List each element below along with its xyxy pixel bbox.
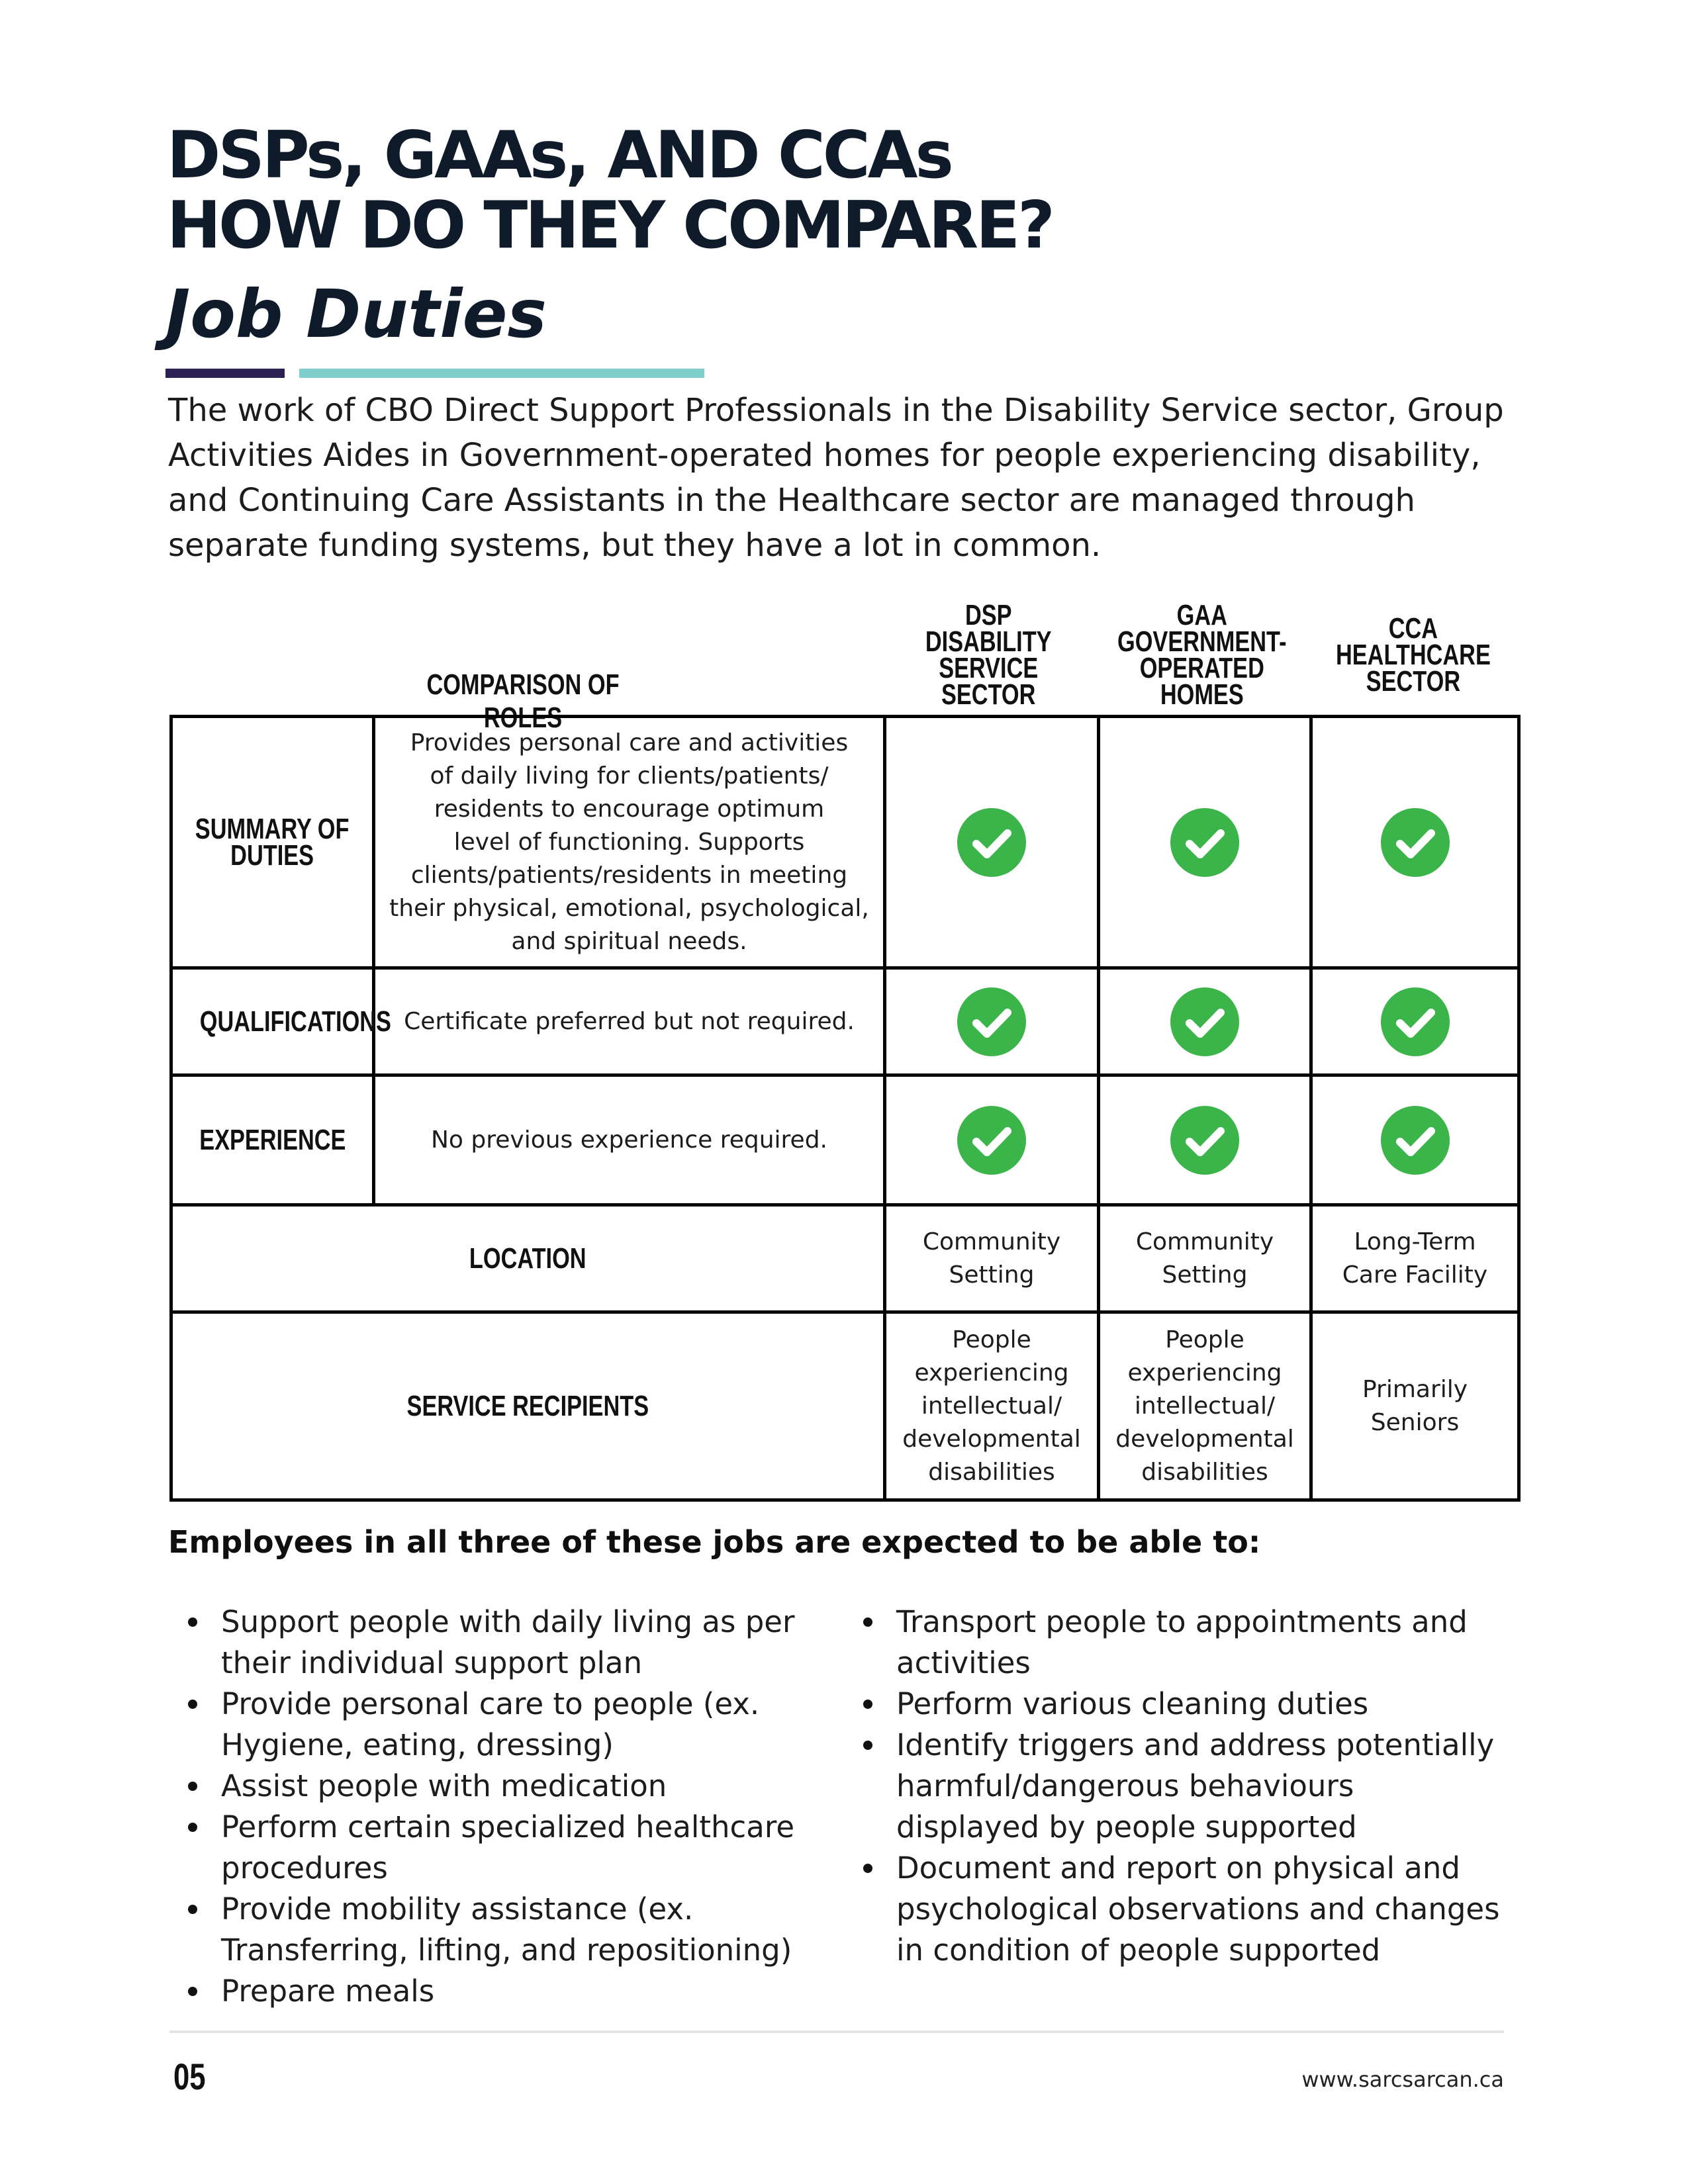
- checkmark-icon: [1170, 808, 1239, 877]
- cell-line: People: [1165, 1326, 1244, 1353]
- list-item-line: Prepare meals: [221, 1974, 435, 2009]
- comparison-of-roles-label: COMPARISON OF ROLES: [426, 668, 620, 734]
- website-link[interactable]: www.sarcsarcan.ca: [1301, 2067, 1504, 2092]
- column-header-dsp-line: SERVICE: [938, 652, 1039, 684]
- row-label-text: EXPERIENCE: [199, 1123, 346, 1156]
- row-label-experience: [171, 1075, 374, 1205]
- intro-paragraph: The work of CBO Direct Support Professionals in the Disability Service sector, Group Activities Aides in Government-operated homes for people experiencing disability, and Continuing Care Assistants in the Healthcare sector are managed through separate funding systems, but they have a lot in common.: [168, 392, 1504, 564]
- accent-bar-teal: [299, 369, 704, 378]
- table-row-service-recipients: [171, 1312, 1519, 1500]
- list-item: [845, 1725, 1517, 1848]
- recipients-dsp-cell: [885, 1312, 1099, 1500]
- page-title: [167, 120, 1053, 261]
- list-item-line: Transferring, lifting, and repositioning): [221, 1933, 792, 1968]
- row-label-text: QUALIFICATIONS: [199, 1005, 391, 1038]
- recipients-cca-cell: [1311, 1312, 1519, 1500]
- cell-line: experiencing: [914, 1359, 1069, 1387]
- cell-line: Community: [922, 1228, 1061, 1255]
- list-item: [169, 1766, 838, 1807]
- list-item: [169, 1807, 838, 1889]
- duties-list-right: [845, 1602, 1517, 1971]
- summary-line: clients/patients/residents in meeting: [410, 861, 848, 889]
- footer-divider: [169, 2030, 1504, 2033]
- list-item-line: Support people with daily living as per: [221, 1604, 795, 1639]
- list-item-line: Hygiene, eating, dressing): [221, 1727, 614, 1762]
- list-item-line: Provide mobility assistance (ex.: [221, 1891, 694, 1927]
- column-header-cca: [1309, 596, 1517, 698]
- list-item: [169, 1889, 838, 1971]
- summary-cca-cell: [1311, 717, 1519, 968]
- column-header-dsp-line: DISABILITY: [925, 625, 1052, 658]
- duties-lead: Employees in all three of these jobs are expected to be able to:: [168, 1524, 1261, 1560]
- experience-gaa-cell: [1099, 1075, 1311, 1205]
- cell-line: Primarily: [1362, 1375, 1468, 1403]
- experience-cca-cell: [1311, 1075, 1519, 1205]
- list-item-line: their individual support plan: [221, 1645, 643, 1680]
- duties-list-left: [169, 1602, 838, 2012]
- checkmark-icon: [1170, 987, 1239, 1056]
- cell-line: disabilities: [1141, 1458, 1268, 1486]
- list-item-line: procedures: [221, 1850, 388, 1886]
- accent-bar-dark: [165, 369, 285, 378]
- checkmark-icon: [1381, 808, 1450, 877]
- column-header-gaa: [1097, 596, 1307, 711]
- list-item-line: Transport people to appointments and: [896, 1604, 1468, 1639]
- row-label-location: [171, 1205, 885, 1312]
- row-label-service-recipients: [171, 1312, 885, 1500]
- checkmark-icon: [957, 808, 1026, 877]
- cell-line: developmental: [1115, 1425, 1294, 1453]
- column-header-cca-line: CCA: [1388, 612, 1438, 645]
- section-subtitle: Job Duties: [165, 275, 547, 353]
- title-line-2: HOW DO THEY COMPARE?: [167, 188, 1053, 263]
- list-item-line: psychological observations and changes: [896, 1891, 1500, 1927]
- location-gaa-cell: [1099, 1205, 1311, 1312]
- summary-line: level of functioning. Supports: [453, 828, 805, 856]
- table-row-summary: [171, 717, 1519, 968]
- qualifications-cca-cell: [1311, 968, 1519, 1075]
- comparison-table: [169, 715, 1521, 1502]
- list-item: [845, 1684, 1517, 1725]
- summary-line: of daily living for clients/patients/: [430, 762, 829, 790]
- column-header-dsp-line: SECTOR: [941, 678, 1036, 711]
- row-label-summary: [171, 717, 374, 968]
- title-line-1: DSPs, GAAs, AND CCAs: [167, 118, 951, 193]
- column-header-gaa-line: GAA: [1176, 599, 1228, 631]
- row-label-line: DUTIES: [230, 839, 314, 872]
- checkmark-icon: [1170, 1106, 1239, 1175]
- row-label-text: LOCATION: [469, 1242, 586, 1275]
- row-label-line: SUMMARY OF: [195, 812, 350, 845]
- cell-line: People: [952, 1326, 1031, 1353]
- location-dsp-cell: [885, 1205, 1099, 1312]
- column-header-gaa-line: GOVERNMENT-: [1117, 625, 1287, 658]
- cell-line: developmental: [902, 1425, 1081, 1453]
- list-item-line: activities: [896, 1645, 1031, 1680]
- checkmark-icon: [1381, 987, 1450, 1056]
- list-item-line: Assist people with medication: [221, 1768, 667, 1803]
- summary-line: and spiritual needs.: [511, 927, 747, 955]
- cell-line: Long-Term: [1354, 1228, 1476, 1255]
- experience-description: No previous experience required.: [374, 1075, 885, 1205]
- checkmark-icon: [1381, 1106, 1450, 1175]
- qualifications-dsp-cell: [885, 968, 1099, 1075]
- summary-line: Provides personal care and activities: [410, 729, 849, 756]
- column-header-gaa-line: OPERATED: [1139, 652, 1265, 684]
- summary-line: their physical, emotional, psychological,: [389, 894, 869, 922]
- recipients-gaa-cell: [1099, 1312, 1311, 1500]
- column-header-cca-line: SECTOR: [1366, 665, 1461, 698]
- experience-dsp-cell: [885, 1075, 1099, 1205]
- cell-line: Setting: [949, 1261, 1035, 1289]
- cell-line: Community: [1135, 1228, 1274, 1255]
- cell-line: intellectual/: [1134, 1392, 1276, 1420]
- list-item-line: Document and report on physical and: [896, 1850, 1460, 1886]
- list-item: [169, 1971, 838, 2012]
- summary-line: residents to encourage optimum: [434, 795, 825, 823]
- list-item-line: displayed by people supported: [896, 1809, 1357, 1844]
- cell-line: disabilities: [928, 1458, 1055, 1486]
- row-label-text: SERVICE RECIPIENTS: [406, 1389, 649, 1422]
- cell-line: intellectual/: [921, 1392, 1062, 1420]
- qualifications-description: Certificate preferred but not required.: [374, 968, 885, 1075]
- checkmark-icon: [957, 987, 1026, 1056]
- list-item-line: Perform various cleaning duties: [896, 1686, 1369, 1721]
- row-label-qualifications: [171, 968, 391, 1075]
- list-item-line: in condition of people supported: [896, 1933, 1381, 1968]
- list-item: [169, 1602, 838, 1684]
- cell-line: Setting: [1162, 1261, 1248, 1289]
- list-item-line: Perform certain specialized healthcare: [221, 1809, 795, 1844]
- checkmark-icon: [957, 1106, 1026, 1175]
- qualifications-gaa-cell: [1099, 968, 1311, 1075]
- list-item: [169, 1684, 838, 1766]
- location-cca-cell: [1311, 1205, 1519, 1312]
- column-header-cca-line: HEALTHCARE: [1336, 639, 1491, 671]
- column-header-dsp-line: DSP: [964, 599, 1012, 631]
- list-item-line: harmful/dangerous behaviours: [896, 1768, 1354, 1803]
- cell-line: experiencing: [1127, 1359, 1282, 1387]
- page-number: [173, 2057, 214, 2097]
- list-item-line: Identify triggers and address potentially: [896, 1727, 1495, 1762]
- list-item: [845, 1848, 1517, 1971]
- list-item: [845, 1602, 1517, 1684]
- column-header-dsp: [883, 596, 1094, 711]
- summary-dsp-cell: [885, 717, 1099, 968]
- column-header-gaa-line: HOMES: [1160, 678, 1244, 711]
- cell-line: Care Facility: [1342, 1261, 1488, 1289]
- cell-line: Seniors: [1370, 1408, 1460, 1436]
- page-number-text: 05: [173, 2056, 206, 2097]
- table-row-qualifications: [171, 968, 1519, 1075]
- table-row-experience: [171, 1075, 1519, 1205]
- list-item-line: Provide personal care to people (ex.: [221, 1686, 760, 1721]
- summary-gaa-cell: [1099, 717, 1311, 968]
- table-row-location: [171, 1205, 1519, 1312]
- summary-description: [374, 717, 885, 968]
